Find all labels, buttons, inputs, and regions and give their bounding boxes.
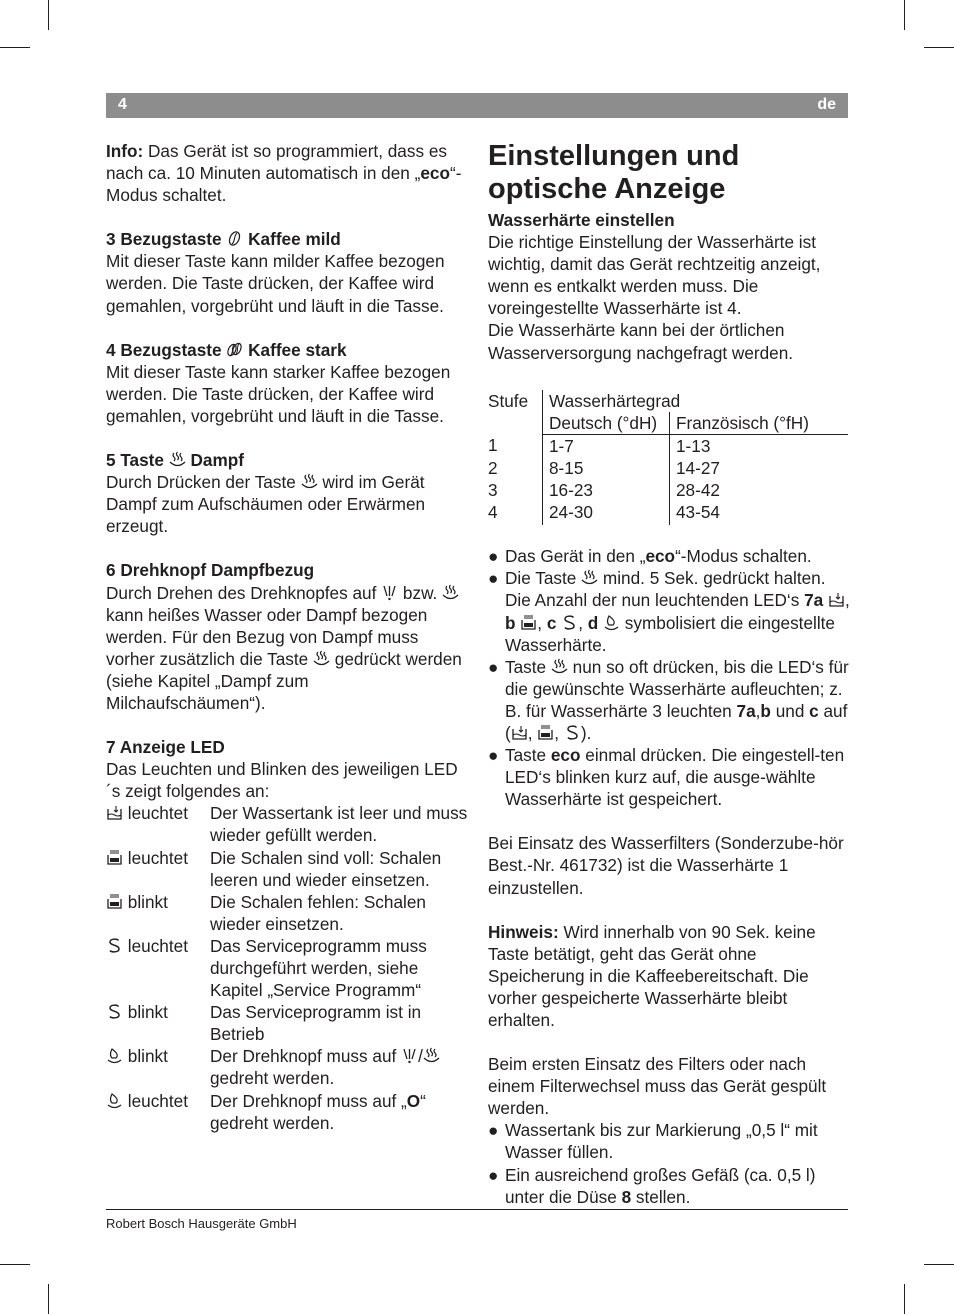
steam-icon [423, 1047, 440, 1064]
crop-mark [0, 47, 30, 48]
page-number: 4 [118, 96, 127, 113]
led-legend-row: blinkt Die Schalen fehlen: Schalen wieder einsetzen. [106, 891, 468, 935]
list-item: ● Das Gerät in den „eco“-Modus schalten. [488, 546, 812, 567]
hinweis-paragraph: Hinweis: Wird innerhalb von 90 Sek. keine Taste betätigt, geht das Gerät ohne Speicherung in die Kaffeebereitschaft. Die vorher gespeicherte Wasserhärte bleibt erhalten. [488, 921, 816, 1030]
tray-icon [537, 724, 554, 741]
table-row: 4 24-30 43-54 [488, 501, 848, 525]
paragraph: Die Wasserhärte kann bei der örtlichen Wasserversorgung nachgefragt werden. [488, 320, 794, 363]
steam-icon [301, 473, 318, 490]
steam-icon [169, 451, 186, 468]
paragraph: Bei Einsatz des Wasserfilters (Sonderzube-hör Best.-Nr. 461732) ist die Wasserhärte 1 einzustellen. [488, 833, 844, 898]
table-header-cell: Deutsch (°dH) [543, 412, 670, 435]
left-column [106, 140, 468, 1134]
knob-icon [603, 614, 620, 631]
tray-icon [520, 614, 537, 631]
section-3-title: 3 Bezugstaste Kaffee mild [106, 229, 341, 250]
coffee-bean-strong-icon [226, 341, 243, 358]
section-6-title: 6 Drehknopf Dampfbezug [106, 560, 315, 581]
list-item: ● Wassertank bis zur Markierung „0,5 l“ mit Wasser füllen. [488, 1120, 818, 1163]
led-legend-row: leuchtet Das Serviceprogramm muss durchgeführt werden, siehe Kapitel „Service Programm“ [106, 935, 468, 1001]
right-column [488, 140, 850, 1208]
crop-mark [924, 47, 954, 48]
list-item: ● Taste eco einmal drücken. Die eingestell-ten LED‘s blinken kurz auf, die ausge-wählte Wasserhärte ist gespeichert. [488, 745, 845, 810]
tray-icon [106, 893, 123, 910]
crop-mark [904, 0, 905, 30]
service-s-icon [561, 614, 578, 631]
tray-icon [106, 849, 123, 866]
water-tank-icon [828, 591, 845, 608]
service-s-icon [564, 724, 581, 741]
table-header-cell: Wasserhärtegrad [549, 390, 681, 411]
subheading: Wasserhärte einstellen [488, 210, 675, 230]
knob-icon [106, 1092, 123, 1109]
crop-mark [904, 1284, 905, 1314]
table-row: 2 8-15 14-27 [488, 457, 720, 478]
list-item: ● Die Taste mind. 5 Sek. gedrückt halten. Die Anzahl der nun leuchtenden LED‘s 7a , b , c , d symbolisiert die eingestellte Wasserhärte. [488, 568, 850, 655]
table-row: 1 1-7 1-13 [488, 435, 711, 456]
language-code: de [817, 96, 836, 113]
hot-water-icon [401, 1047, 418, 1064]
coffee-bean-mild-icon [226, 230, 243, 247]
paragraph: Beim ersten Einsatz des Filters oder nach einem Filterwechsel muss das Gerät gespült werden. [488, 1054, 827, 1119]
table-row: 3 16-23 28-42 [488, 480, 720, 501]
led-legend-row: leuchtet Die Schalen sind voll: Schalen leeren und wieder einsetzen. [106, 847, 468, 891]
water-tank-icon [106, 804, 123, 821]
section-heading: Einstellungen und optische Anzeige [488, 140, 740, 205]
section-7-intro: Das Leuchten und Blinken des jeweiligen LED´s zeigt folgendes an: [106, 759, 458, 802]
list-item: ● Ein ausreichend großes Gefäß (ca. 0,5 l) unter die Düse 8 stellen. [488, 1164, 816, 1207]
steam-icon [313, 650, 330, 667]
footer-divider [106, 1209, 848, 1210]
table-header-cell: Stufe [488, 390, 543, 412]
table-header-cell: Französisch (°fH) [670, 412, 849, 435]
page-header [106, 93, 848, 118]
steam-icon [442, 584, 459, 601]
led-legend-row: leuchtet Der Wassertank ist leer und muss wieder gefüllt werden. [106, 802, 468, 846]
section-3-text: Mit dieser Taste kann milder Kaffee bezogen werden. Die Taste drücken, der Kaffee wird gemahlen, vorgebrüht und läuft in die Tasse. [106, 251, 445, 316]
section-6-text: Durch Drehen des Drehknopfes auf bzw. kann heißes Wasser oder Dampf bezogen werden. Für den Bezug von Dampf muss vorher zusätzlich die Taste gedrückt werden (siehe Kapitel „Dampf zum Milchaufschäumen“). [106, 582, 462, 713]
section-4-title: 4 Bezugstaste Kaffee stark [106, 339, 347, 360]
water-hardness-table [488, 390, 848, 526]
hot-water-icon [381, 584, 398, 601]
service-s-icon [106, 1003, 123, 1020]
section-5-title: 5 Taste Dampf [106, 450, 244, 471]
section-4-text: Mit dieser Taste kann starker Kaffee bezogen werden. Die Taste drücken, der Kaffee wird gemahlen, vorgebrüht und läuft in die Tasse. [106, 361, 451, 426]
led-legend-row: blinkt Das Serviceprogramm ist in Betrieb [106, 1001, 468, 1045]
crop-mark [48, 1284, 49, 1314]
section-5-text: Durch Drücken der Taste wird im Gerät Dampf zum Aufschäumen oder Erwärmen erzeugt. [106, 472, 426, 537]
section-7-title: 7 Anzeige LED [106, 737, 225, 758]
steam-icon [581, 569, 598, 586]
water-tank-icon [511, 724, 528, 741]
paragraph: Die richtige Einstellung der Wasserhärte ist wichtig, damit das Gerät rechtzeitig anzeigt, wenn es entkalkt werden muss. Die voreingestellte Wasserhärte ist 4. [488, 232, 821, 319]
crop-mark [48, 0, 49, 30]
led-legend-row: leuchtet Der Drehknopf muss auf „O“ gedreht werden. [106, 1090, 468, 1134]
crop-mark [0, 1264, 30, 1265]
led-legend-row: blinkt Der Drehknopf muss auf / gedreht werden. [106, 1045, 468, 1089]
knob-icon [106, 1047, 123, 1064]
list-item: ● Taste nun so oft drücken, bis die LED‘s für die gewünschte Wasserhärte aufleuchten; z. B. für Wasserhärte 3 leuchten 7a,b und c auf ( , , ). [488, 656, 849, 743]
footer-company: Robert Bosch Hausgeräte GmbH [106, 1216, 297, 1231]
steam-icon [551, 658, 568, 675]
service-s-icon [106, 937, 123, 954]
crop-mark [924, 1264, 954, 1265]
info-paragraph: Info: Das Gerät ist so programmiert, dass es nach ca. 10 Minuten automatisch in den „eco“-Modus schaltet. [106, 141, 462, 206]
